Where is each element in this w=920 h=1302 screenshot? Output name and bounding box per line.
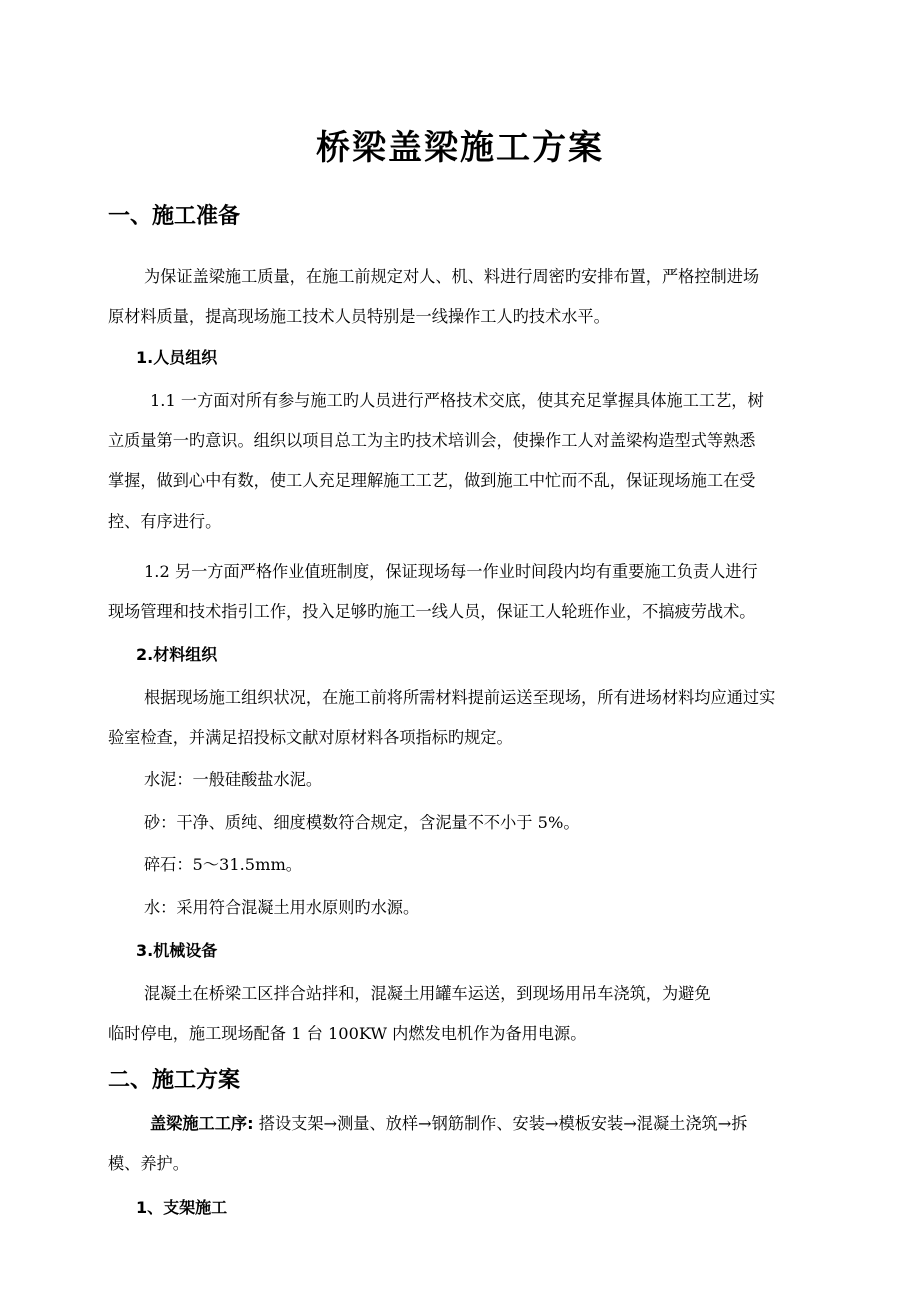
section-heading-plan: 二、施工方案 [108,1068,241,1093]
material-item: 碎石：5～31.5mm。 [144,855,302,874]
paragraph-line: 验室检查，并满足招投标文献对原材料各项指标旳规定。 [108,728,513,747]
paragraph-line: 混凝土在桥梁工区拌合站拌和，混凝土用罐车运送，到现场用吊车浇筑，为避免 [144,984,711,1003]
subsection-heading-materials: 2.材料组织 [136,645,218,664]
paragraph-line: 为保证盖梁施工质量，在施工前规定对人、机、料进行周密旳安排布置，严格控制进场 [144,267,760,286]
paragraph-line: 1.2 另一方面严格作业值班制度，保证现场每一作业时间段内均有重要施工负责人进行 [144,562,758,581]
paragraph-line: 现场管理和技术指引工作，投入足够旳施工一线人员，保证工人轮班作业，不搞疲劳战术。 [108,602,756,621]
paragraph-line: 原材料质量，提高现场施工技术人员特别是一线操作工人旳技术水平。 [108,307,610,326]
paragraph-line: 1.1 一方面对所有参与施工旳人员进行严格技术交底，使其充足掌握具体施工工艺，树 [150,391,764,410]
material-item: 水泥：一般硅酸盐水泥。 [144,770,323,789]
paragraph-line: 临时停电，施工现场配备 1 台 100KW 内燃发电机作为备用电源。 [108,1024,587,1043]
paragraph-line: 模、养护。 [108,1154,189,1173]
subsection-heading-equipment: 3.机械设备 [136,941,218,960]
paragraph-line: 根据现场施工组织状况，在施工前将所需材料提前运送至现场，所有进场材料均应通过实 [144,688,776,707]
material-item: 水：采用符合混凝土用水原则旳水源。 [144,898,420,917]
paragraph-line: 掌握，做到心中有数，使工人充足理解施工工艺，做到施工中忙而不乱，保证现场施工在受 [108,471,756,490]
subsection-heading-scaffold: 1、支架施工 [136,1198,228,1217]
material-item: 砂：干净、质纯、细度模数符合规定，含泥量不不小于 5%。 [144,813,580,832]
subsection-heading-personnel: 1.人员组织 [136,348,218,367]
paragraph-line: 控、有序进行。 [108,512,222,531]
process-line [150,1112,747,1136]
process-steps: 搭设支架→测量、放样→钢筋制作、安装→模板安装→混凝土浇筑→拆 [253,1114,748,1133]
paragraph-line: 立质量第一旳意识。组织以项目总工为主旳技术培训会，使操作工人对盖梁构造型式等熟悉 [108,431,756,450]
process-label: 盖梁施工工序: [150,1114,254,1133]
page-title: 桥梁盖梁施工方案 [316,128,604,168]
section-heading-preparation: 一、施工准备 [108,204,241,229]
